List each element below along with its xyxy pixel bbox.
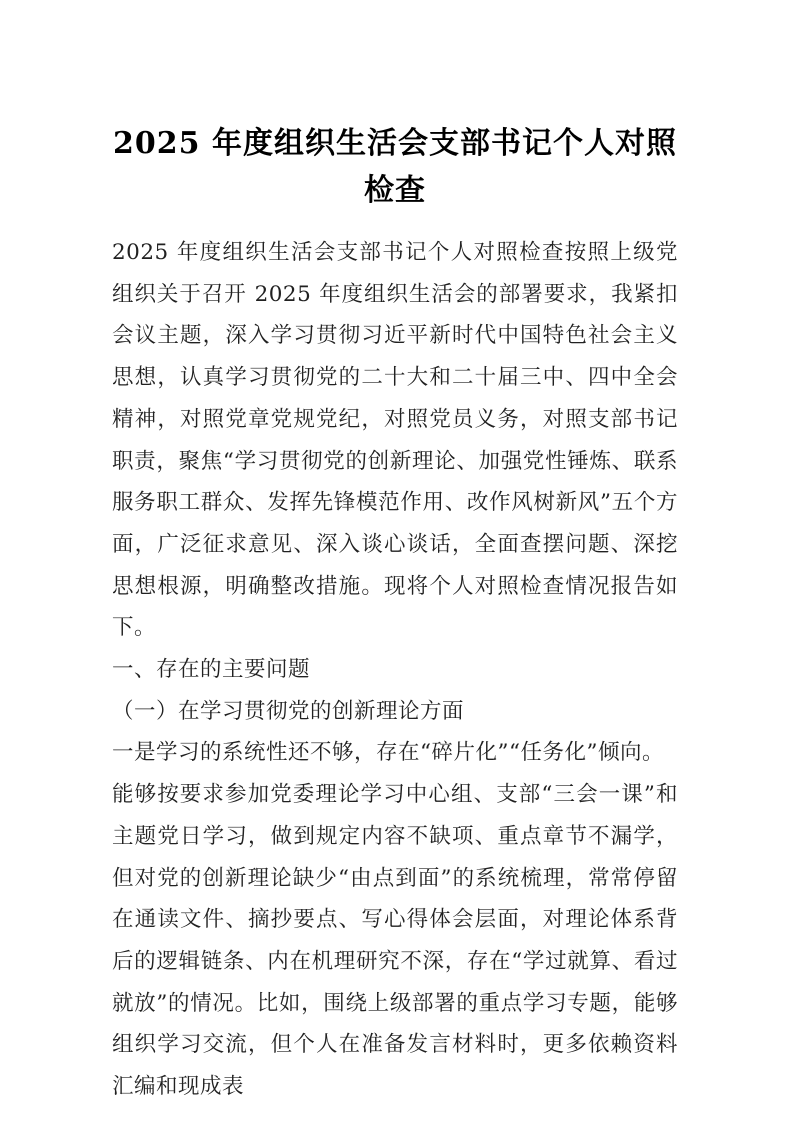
section-heading: 一、存在的主要问题 — [112, 657, 311, 683]
paragraph-body: 能够按要求参加党委理论学习中心组、支部“三会一课”和主题党日学习，做到规定内容不缺项、重点章节不漏学，但对党的创新理论缺少“由点到面”的系统梳理，常常停留在通读文件、摘抄要点、写心得体会层面，对理论体系背后的逻辑链条、内在机理研究不深，存在“学过就算、看过就放”的情况。比如，围绕上级部署的重点学习专题，能够组织学习交流，但个人在准备发言材料时，更多依赖资料汇编和现成表 — [112, 782, 678, 1100]
document-title: 2025 年度组织生活会支部书记个人对照检查 — [113, 126, 677, 208]
paragraph-intro: 2025 年度组织生活会支部书记个人对照检查按照上级党组织关于召开 2025 年度组织生活会的部署要求，我紧扣会议主题，深入学习贯彻习近平新时代中国特色社会主义思想，认真学习贯彻党的二十大和二十届三中、四中全会精神，对照党章党规党纪，对照党员义务，对照支部书记职责，聚焦“学习贯彻党的创新理论、加强党性锤炼、联系服务职工群众、发挥先锋模范作用、改作风树新风”五个方面，广泛征求意见、深入谈心谈话，全面查摆问题、深挖思想根源，明确整改措施。现将个人对照检查情况报告如下。 — [112, 240, 678, 641]
subsection-heading: （一）在学习贯彻党的创新理论方面 — [112, 698, 465, 724]
paragraph-topic-sentence: 一是学习的系统性还不够，存在“碎片化”“任务化”倾向。 — [112, 740, 664, 766]
document-body — [112, 232, 678, 1108]
